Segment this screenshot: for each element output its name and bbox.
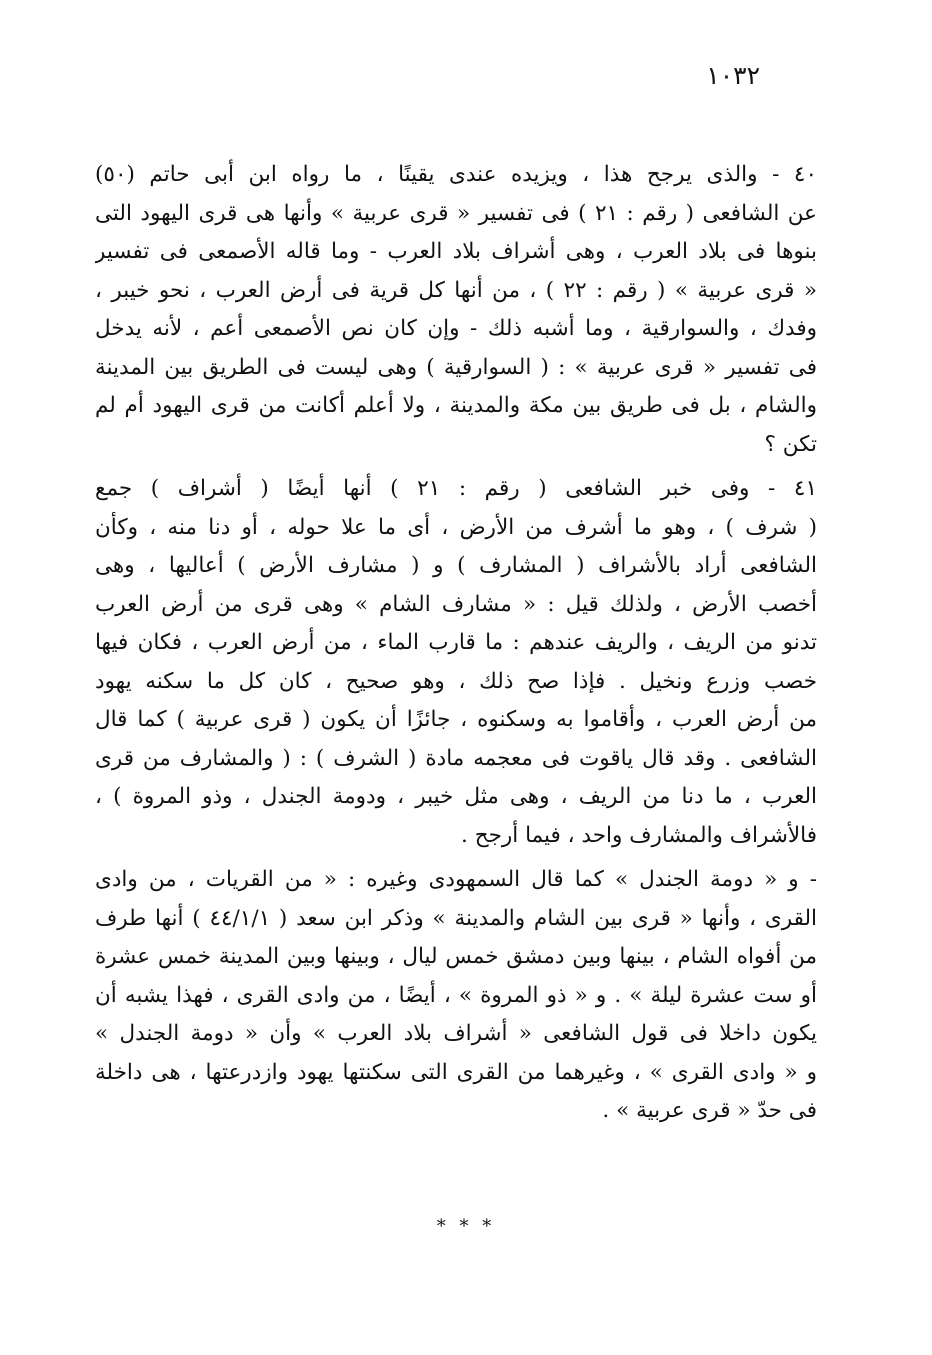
text-line: أخصب الأرض ، ولذلك قيل : « مشارف الشام » وهى قرى من أرض العرب [95, 591, 817, 617]
text-line: يكون داخلا فى قول الشافعى « أشراف بلاد العرب » وأن « دومة الجندل » [95, 1021, 817, 1046]
text-line: ٤٠ - والذى يرجح هذا ، ويزيده عندى يقينًا ، ما رواه ابن أبى حاتم (٥٠) [95, 162, 817, 187]
text-line: الشافعى . وقد قال ياقوت فى معجمه مادة ( الشرف ) : ( والمشارف من قرى [95, 745, 817, 771]
text-line: العرب ، ما دنا من الريف ، وهى مثل خيبر ، ودومة الجندل ، وذو المروة ) ، [95, 784, 817, 809]
text-line: فى حدّ « قرى عربية » . [602, 1098, 817, 1123]
text-line: من أرض العرب ، وأقاموا به وسكنوه ، جائزًا أن يكون ( قرى عربية ) كما قال [95, 707, 817, 732]
text-line: فى تفسير « قرى عربية » : ( السوارقية ) وهى ليست فى الطريق بين المدينة [95, 354, 817, 380]
text-line: « قرى عربية » ( رقم : ٢٢ ) ، من أنها كل قرية فى أرض العرب ، نحو خيبر ، [95, 277, 817, 303]
text-line: تدنو من الريف ، والريف عندهم : ما قارب الماء ، من أرض العرب ، فكان فيها [95, 630, 817, 655]
text-line: فالأشراف والمشارف واحد ، فيما أرجح . [461, 822, 817, 848]
paragraph-dumat-al-jandal [95, 861, 817, 1131]
text-line: عن الشافعى ( رقم : ٢١ ) فى تفسير « قرى عربية » وأنها هى قرى اليهود التى [95, 200, 817, 226]
text-line: و « وادى القرى » ، وغيرهما من القرى التى سكنتها يهود وازدرعتها ، هى داخلة [95, 1059, 817, 1085]
section-separator: * * * [436, 1216, 496, 1237]
page-number: ١٠٣٢ [706, 61, 760, 90]
text-line: والشام ، بل فى طريق بين مكة والمدينة ، ولا أعلم أكانت من قرى اليهود أم لم [95, 393, 817, 418]
text-line: وفدك ، والسوارقية ، وما أشبه ذلك - وإن كان نص الأصمعى أعم ، لأنه يدخل [95, 316, 817, 341]
text-line: بنوها فى بلاد العرب ، وهى أشراف بلاد العرب - وما قاله الأصمعى فى تفسير [95, 239, 817, 264]
text-line: من أفواه الشام ، بينها وبين دمشق خمس ليال ، وبينها وبين المدينة خمس عشرة [95, 944, 817, 969]
text-line: القرى ، وأنها « قرى بين الشام والمدينة » وذكر ابن سعد ( ٤٤/١/١ ) أنها طرف [95, 905, 817, 931]
text-line: تكن ؟ [764, 431, 817, 457]
text-line: ( شرف ) ، وهو ما أشرف من الأرض ، أى ما علا حوله ، أو دنا منه ، وكأن [95, 514, 817, 540]
paragraph-40 [95, 156, 817, 464]
body-text [95, 156, 817, 1131]
text-line: - و « دومة الجندل » كما قال السمهودى وغيره : « من القريات ، من وادى [95, 867, 817, 892]
paragraph-41 [95, 470, 817, 855]
text-line: الشافعى أراد بالأشراف ( المشارف ) و ( مشارف الأرض ) أعاليها ، وهى [95, 553, 817, 578]
text-line: ٤١ - وفى خبر الشافعى ( رقم : ٢١ ) أنها أيضًا ( أشراف ) جمع [95, 476, 817, 501]
text-line: أو ست عشرة ليلة » . و « ذو المروة » ، أيضًا ، من وادى القرى ، فهذا يشبه أن [95, 982, 817, 1008]
text-line: خصب وزرع ونخيل . فإذا صح ذلك ، وهو صحيح ، كان كل ما سكنه يهود [95, 668, 817, 694]
